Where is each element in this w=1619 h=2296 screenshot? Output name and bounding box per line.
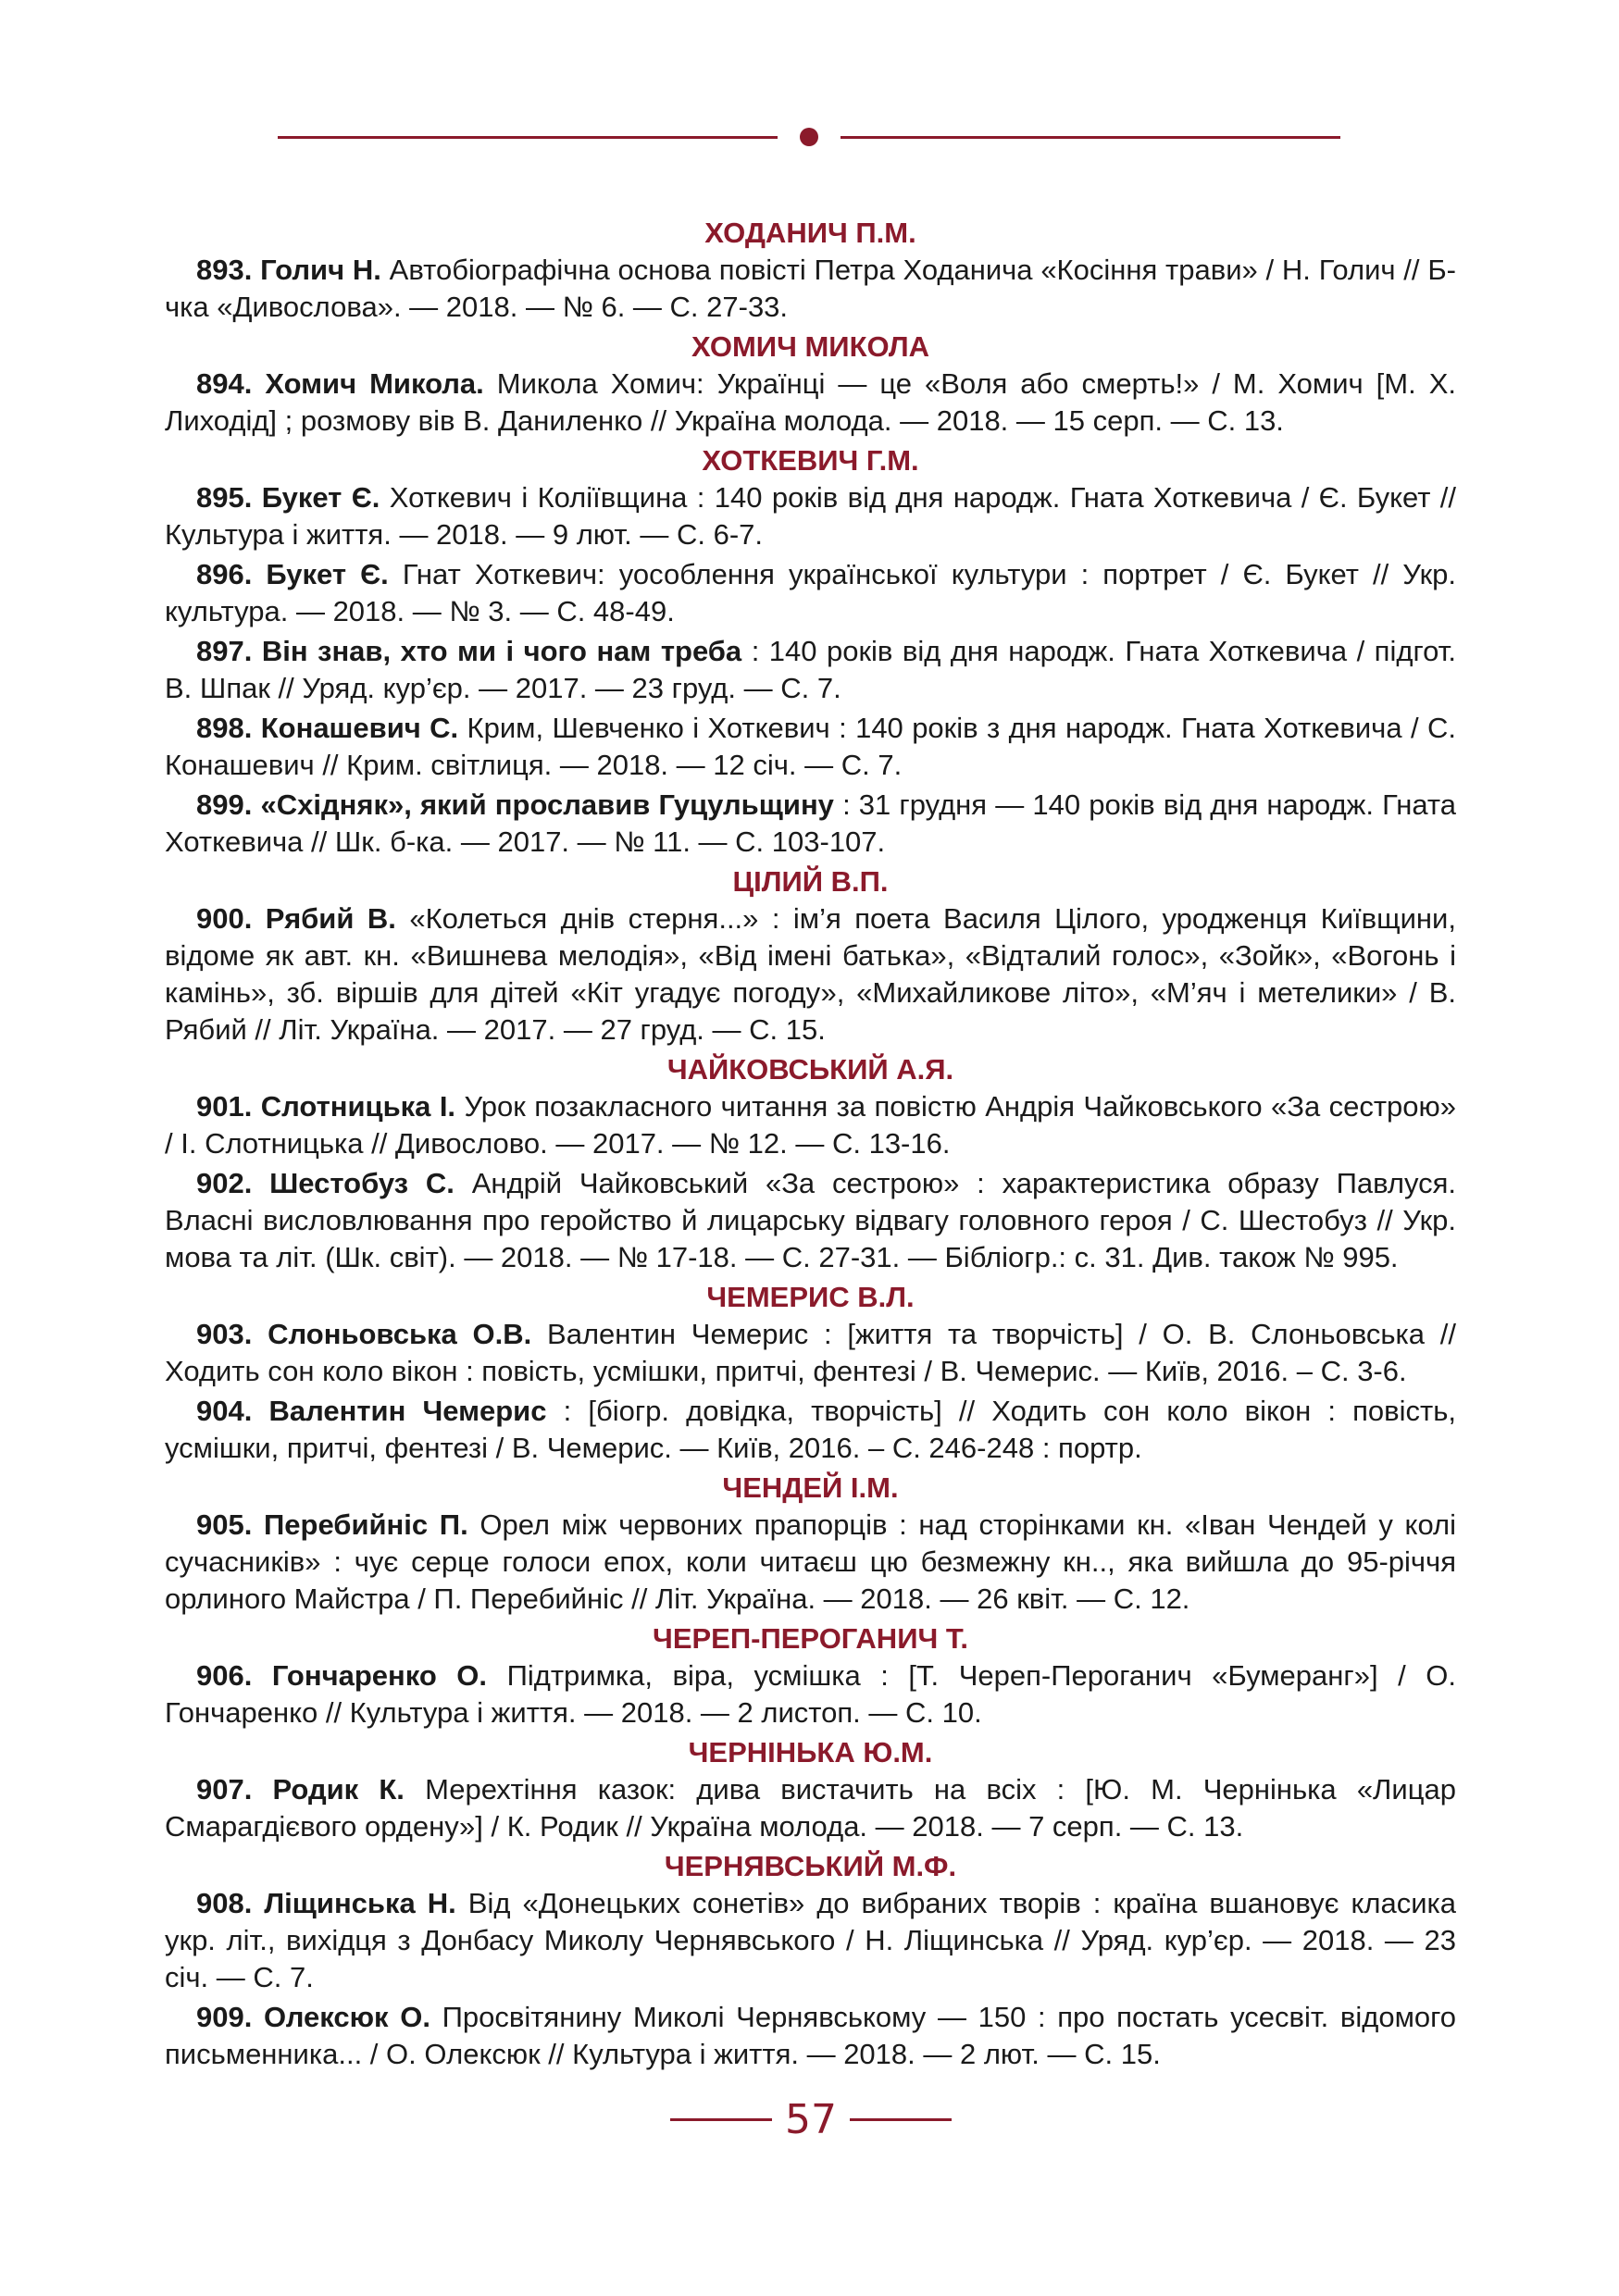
section-heading: ЧЕРНЯВСЬКИЙ М.Ф. xyxy=(664,1850,957,1882)
entry-text: Крим, Шевченко і Хоткевич : 140 років з дня народж. Гната Хоткевича / С. Конашевич // Крим. світлиця. — 2018. — 12 січ. — С. 7. xyxy=(165,712,1456,781)
entry-number: 894. xyxy=(196,367,253,400)
bibliography-entry xyxy=(165,1088,1456,1162)
page-number: 57 xyxy=(785,2096,837,2143)
section-heading: ЧЕМЕРИС В.Л. xyxy=(706,1281,915,1313)
entry-number: 896. xyxy=(196,558,253,590)
entry-text: Орел між червоних прапорців : над сторінками кн. «Іван Чендей у колі сучасників» : чує серце голоси епох, коли читаєш цю безмежну кн.., яка вийшла до 95-річчя орлиного Майстра / П. Перебийніс // Літ. Україна. — 2018. — 26 квіт. — С. 12. xyxy=(165,1508,1456,1615)
entry-author: Шестобуз С. xyxy=(269,1167,455,1199)
entry-text: Просвітянину Миколі Чернявському — 150 : про постать усесвіт. відомого письменника... / О. Олексюк // Культура і життя. — 2018. — 2 лют. — С. 15. xyxy=(165,2001,1456,2070)
entry-author: «Східняк», який прославив Гуцульщину xyxy=(260,788,834,821)
entry-author: Він знав, хто ми і чого нам треба xyxy=(261,635,742,667)
entry-number: 900. xyxy=(196,902,253,935)
bibliography-entry xyxy=(165,252,1456,326)
bibliography-content xyxy=(165,215,1456,2076)
entry-text: «Колеться днів стерня...» : ім’я поета Василя Цілого, уродженця Київщини, відоме як авт. кн. «Вишнева мелодія», «Від імені батька», «Відталий голос», «Зойк», «Вогонь і камінь», зб. віршів для дітей «Кіт угадує погоду», «Михайликове літо», «М’яч і метелики» / В. Рябий // Літ. Україна. — 2017. — 27 груд. — С. 15. xyxy=(165,902,1456,1046)
bibliography-entry xyxy=(165,479,1456,553)
entry-author: Рябий В. xyxy=(265,902,396,935)
entry-text: Хоткевич і Коліївщина : 140 років від дня народж. Гната Хоткевича / Є. Букет // Культура і життя. — 2018. — 9 лют. — С. 6-7. xyxy=(165,481,1456,551)
header-ornament xyxy=(278,128,1340,146)
entry-author: Гончаренко О. xyxy=(271,1659,488,1692)
entry-author: Слотницька І. xyxy=(260,1090,456,1123)
section-heading: ЧЕРЕП-ПЕРОГАНИЧ Т. xyxy=(653,1622,968,1655)
section-heading: ЧЕРНІНЬКА Ю.М. xyxy=(688,1736,933,1769)
entry-text: Гнат Хоткевич: уособлення української культури : портрет / Є. Букет // Укр. культура. — 2018. — № 3. — С. 48-49. xyxy=(165,558,1456,627)
entry-number: 893. xyxy=(196,254,253,286)
section-heading: ХОДАНИЧ П.М. xyxy=(704,217,916,249)
entry-text: Урок позакласного читання за повістю Андрія Чайковського «За сестрою» / І. Слотницька // Дивослово. — 2017. — № 12. — С. 13-16. xyxy=(165,1090,1456,1160)
header-ornament-dot xyxy=(800,128,818,146)
entry-text: : [біогр. довідка, творчість] // Ходить сон коло вікон : повість, усмішки, притчі, фентезі / В. Чемерис. — Київ, 2016. – С. 246-248 : портр. xyxy=(165,1395,1456,1464)
bibliography-entry xyxy=(165,900,1456,1049)
bibliography-entry xyxy=(165,1507,1456,1618)
entry-number: 903. xyxy=(196,1318,253,1350)
entry-author: Валентин Чемерис xyxy=(268,1395,547,1427)
footer-rule-right xyxy=(850,2118,952,2121)
bibliography-entry xyxy=(165,556,1456,630)
header-rule-right xyxy=(841,136,1340,139)
bibliography-entry xyxy=(165,710,1456,784)
entry-author: Букет Є. xyxy=(261,481,380,514)
section-heading: ХОМИЧ МИКОЛА xyxy=(691,330,929,363)
entry-number: 899. xyxy=(196,788,253,821)
bibliography-entry xyxy=(165,1657,1456,1731)
section-heading: ЧЕНДЕЙ І.М. xyxy=(722,1471,899,1504)
entry-text: Валентин Чемерис : [життя та творчість] / О. В. Слоньовська // Ходить сон коло вікон : повість, усмішки, притчі, фентезі / В. Чемерис. — Київ, 2016. – С. 3-6. xyxy=(165,1318,1456,1387)
bibliography-entry xyxy=(165,366,1456,440)
bibliography-entry xyxy=(165,633,1456,707)
entry-author: Конашевич С. xyxy=(260,712,459,744)
entry-author: Перебийніс П. xyxy=(264,1508,468,1541)
bibliography-entry xyxy=(165,1999,1456,2073)
entry-number: 909. xyxy=(196,2001,253,2033)
entry-text: Андрій Чайковський «За сестрою» : характеристика образу Павлуся. Власні висловлювання про геройство й лицарську відвагу головного героя / С. Шестобуз // Укр. мова та літ. (Шк. світ). — 2018. — № 17-18. — С. 27-31. — Бібліогр.: с. 31. Див. також № 995. xyxy=(165,1167,1457,1273)
entry-author: Родик К. xyxy=(272,1773,405,1806)
entry-number: 908. xyxy=(196,1887,253,1919)
section-heading: ЦІЛИЙ В.П. xyxy=(732,865,889,898)
entry-number: 895. xyxy=(196,481,253,514)
bibliography-entry xyxy=(165,1393,1456,1467)
entry-author: Хомич Микола. xyxy=(265,367,484,400)
entry-text: : 31 грудня — 140 років від дня народж. Гната Хоткевича // Шк. б-ка. — 2017. — № 11. — С. 103-107. xyxy=(165,788,1456,858)
entry-text: Микола Хомич: Українці — це «Воля або смерть!» / М. Хомич [М. Х. Лиходід] ; розмову вів В. Даниленко // Україна молода. — 2018. — 15 серп. — С. 13. xyxy=(165,367,1456,437)
entry-number: 898. xyxy=(196,712,253,744)
entry-number: 907. xyxy=(196,1773,253,1806)
entry-number: 901. xyxy=(196,1090,253,1123)
entry-text: Мерехтіння казок: дива вистачить на всіх : [Ю. М. Чернінька «Лицар Смарагдієвого ордену»] / К. Родик // Україна молода. — 2018. — 7 серп. — С. 13. xyxy=(165,1773,1456,1843)
section-heading: ХОТКЕВИЧ Г.М. xyxy=(702,444,919,477)
entry-number: 902. xyxy=(196,1167,253,1199)
bibliography-entry xyxy=(165,1885,1456,1996)
header-rule-left xyxy=(278,136,778,139)
bibliography-entry xyxy=(165,1316,1456,1390)
bibliography-entry xyxy=(165,1771,1456,1845)
section-heading: ЧАЙКОВСЬКИЙ А.Я. xyxy=(666,1053,954,1086)
entry-text: : 140 років від дня народж. Гната Хоткевича / підгот. В. Шпак // Уряд. кур’єр. — 2017. — 23 груд. — С. 7. xyxy=(165,635,1457,704)
entry-text: Підтримка, віра, усмішка : [Т. Череп-Пероганич «Бумеранг»] / О. Гончаренко // Культура і життя. — 2018. — 2 листоп. — С. 10. xyxy=(165,1659,1456,1729)
entry-author: Голич Н. xyxy=(260,254,381,286)
bibliography-entry xyxy=(165,1165,1456,1276)
entry-number: 905. xyxy=(196,1508,253,1541)
entry-author: Олексюк О. xyxy=(264,2001,430,2033)
entry-author: Букет Є. xyxy=(266,558,389,590)
entry-text: Автобіографічна основа повісті Петра Ходанича «Косіння трави» / Н. Голич // Б-чка «Дивослова». — 2018. — № 6. — С. 27-33. xyxy=(165,254,1456,323)
entry-author: Слоньовська О.В. xyxy=(268,1318,532,1350)
entry-number: 904. xyxy=(196,1395,253,1427)
entry-number: 906. xyxy=(196,1659,253,1692)
page-footer xyxy=(0,2097,1619,2143)
entry-author: Ліщинська Н. xyxy=(264,1887,456,1919)
bibliography-entry xyxy=(165,787,1456,861)
footer-rule-left xyxy=(670,2118,772,2121)
entry-number: 897. xyxy=(196,635,253,667)
entry-text: Від «Донецьких сонетів» до вибраних творів : країна вшановує класика укр. літ., вихідця з Донбасу Миколу Чернявського / Н. Ліщинська // Уряд. кур’єр. — 2018. — 23 січ. — С. 7. xyxy=(165,1887,1456,1993)
